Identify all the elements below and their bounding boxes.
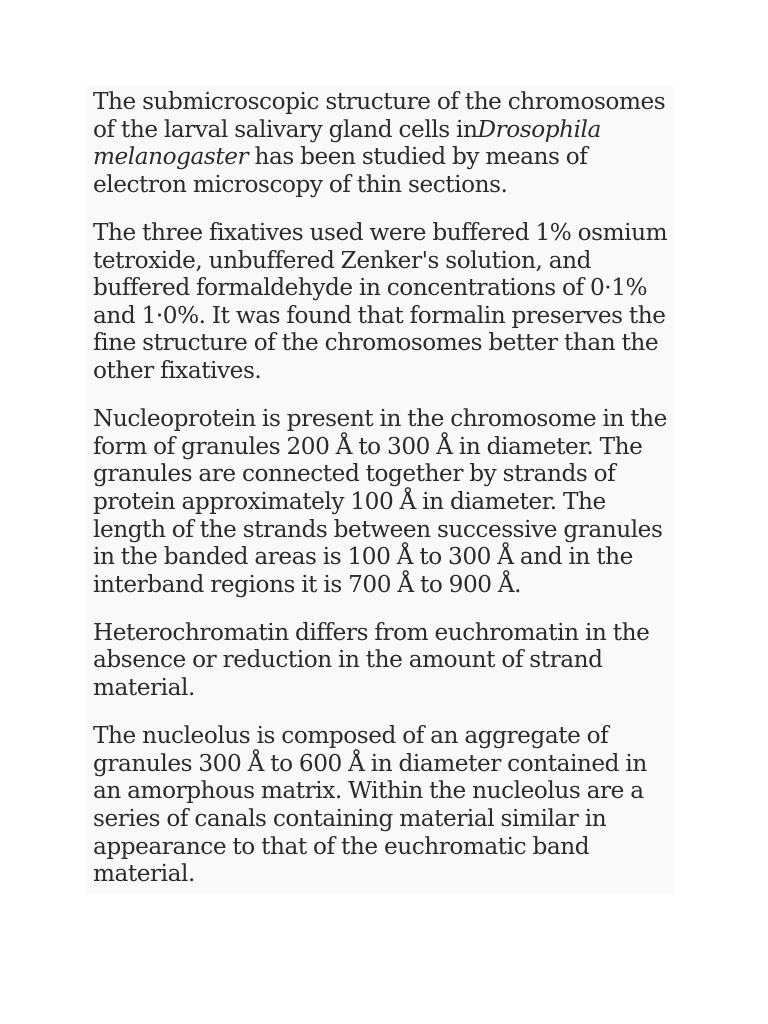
- text-line: electron microscopy of thin sections.: [93, 170, 508, 198]
- text-line: appearance to that of the euchromatic band: [93, 832, 590, 860]
- text-line: other fixatives.: [93, 356, 262, 384]
- text-line: granules are connected together by strands of: [93, 460, 616, 488]
- text-line: form of granules 200 Å to 300 Å in diameter. The: [93, 432, 643, 460]
- text-line: The submicroscopic structure of the chromosomes: [93, 88, 666, 115]
- paragraph-3: [93, 405, 674, 598]
- text-fragment: of the larval salivary gland cells in: [93, 115, 478, 143]
- text-line: granules 300 Å to 600 Å in diameter contained in: [93, 749, 647, 777]
- text-line: series of canals containing material similar in: [93, 805, 607, 833]
- text-line: material.: [93, 860, 195, 888]
- text-line: interband regions it is 700 Å to 900 Å.: [93, 570, 522, 598]
- species-name-epithet: melanogaster: [93, 143, 249, 171]
- text-line: and 1·0%. It was found that formalin preserves the: [93, 301, 666, 329]
- text-line: length of the strands between successive granules: [93, 515, 663, 543]
- text-line: an amorphous matrix. Within the nucleolus are a: [93, 777, 644, 805]
- text-line: Nucleoprotein is present in the chromosome in the: [93, 405, 667, 433]
- text-line: in the banded areas is 100 Å to 300 Å and in the: [93, 543, 633, 571]
- paragraph-1: [93, 88, 674, 198]
- text-line: The nucleolus is composed of an aggregate of: [93, 722, 609, 750]
- text-line: absence or reduction in the amount of strand: [93, 646, 603, 674]
- text-line: fine structure of the chromosomes better than the: [93, 329, 659, 357]
- text-line: [93, 143, 674, 171]
- paragraph-4: [93, 619, 674, 702]
- text-line: Heterochromatin differs from euchromatin in the: [93, 618, 650, 646]
- paragraph-2: [93, 219, 674, 385]
- paragraph-5: [93, 722, 674, 888]
- text-fragment: has been studied by means of: [248, 143, 588, 171]
- text-line: [93, 116, 674, 144]
- species-name-genus: Drosophila: [477, 115, 601, 143]
- text-line: material.: [93, 674, 195, 702]
- text-line: tetroxide, unbuffered Zenker's solution, and: [93, 246, 592, 274]
- text-line: buffered formaldehyde in concentrations of 0·1%: [93, 274, 648, 302]
- text-line: The three fixatives used were buffered 1% osmium: [93, 218, 668, 246]
- document-text-block: [86, 86, 674, 894]
- text-line: protein approximately 100 Å in diameter. The: [93, 487, 606, 515]
